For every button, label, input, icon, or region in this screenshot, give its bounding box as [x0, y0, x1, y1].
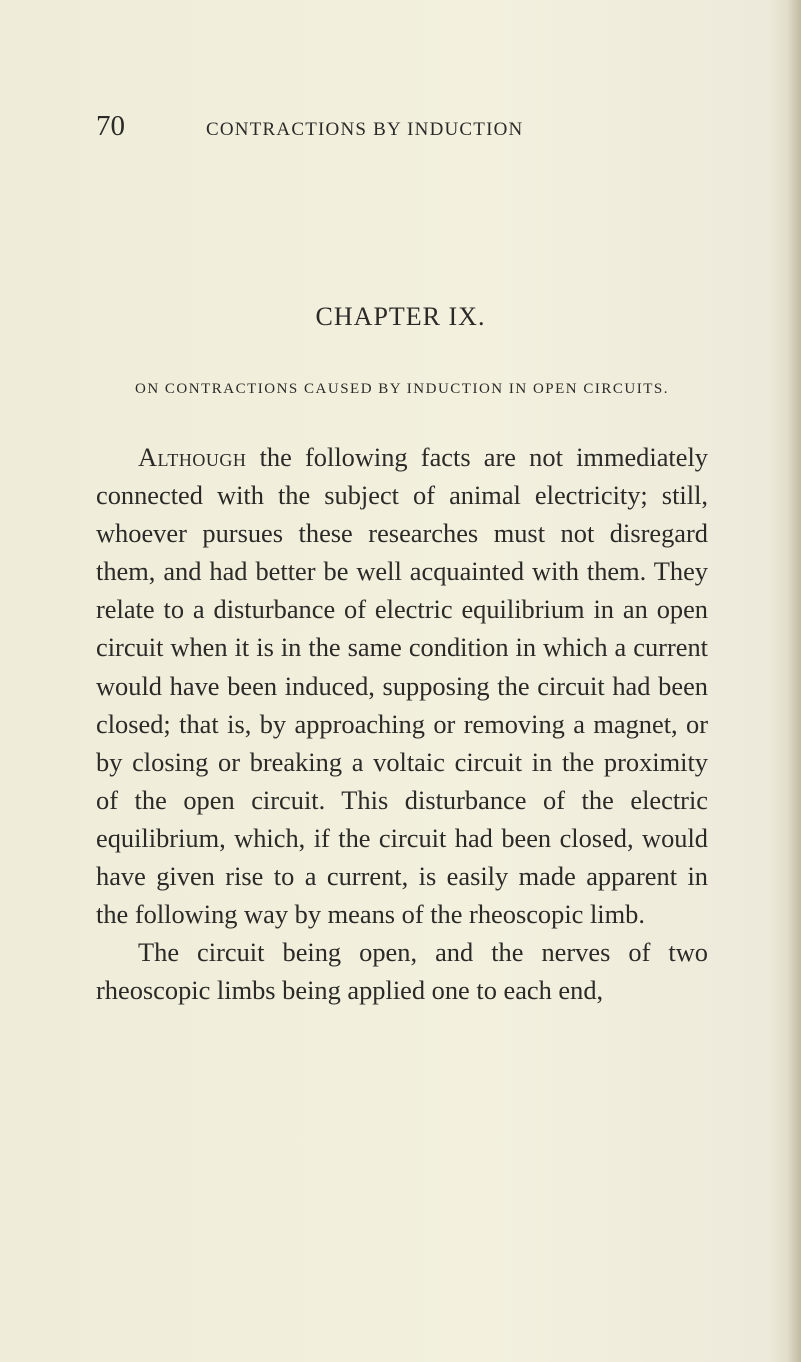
paragraph-1-text: the following facts are not immediately connected with the subject of animal electricity; still, whoever pursues these researches must not disregard them, and had better be well acquainted with them. They relate to a disturbance of electric equilibrium in an open circuit when it is in the same condition in which a current would have been induced, supposing the circuit had been closed; that is, by approaching or removing a magnet, or by closing or breaking a voltaic circuit in the proximity of the open circuit. This disturbance of the electric equilibrium, which, if the circuit had been closed, would have given rise to a current, is easily made apparent in the following way by means of the rheoscopic limb. [96, 442, 708, 930]
paragraph-1-lead-word: Although [138, 442, 247, 472]
paragraph-2: The circuit being open, and the nerves of two rheoscopic limbs being applied one to each end, [96, 937, 708, 1006]
chapter-title: CHAPTER IX. [315, 302, 486, 331]
page-number: 70 [96, 110, 125, 142]
running-title: CONTRACTIONS BY INDUCTION [206, 119, 524, 140]
running-head [96, 110, 656, 146]
body-text [96, 438, 708, 1009]
chapter-subtitle: ON CONTRACTIONS CAUSED BY INDUCTION IN OPEN CIRCUITS. [135, 381, 669, 397]
paragraph-1 [96, 438, 708, 933]
page-edge-shadow [787, 0, 801, 1362]
